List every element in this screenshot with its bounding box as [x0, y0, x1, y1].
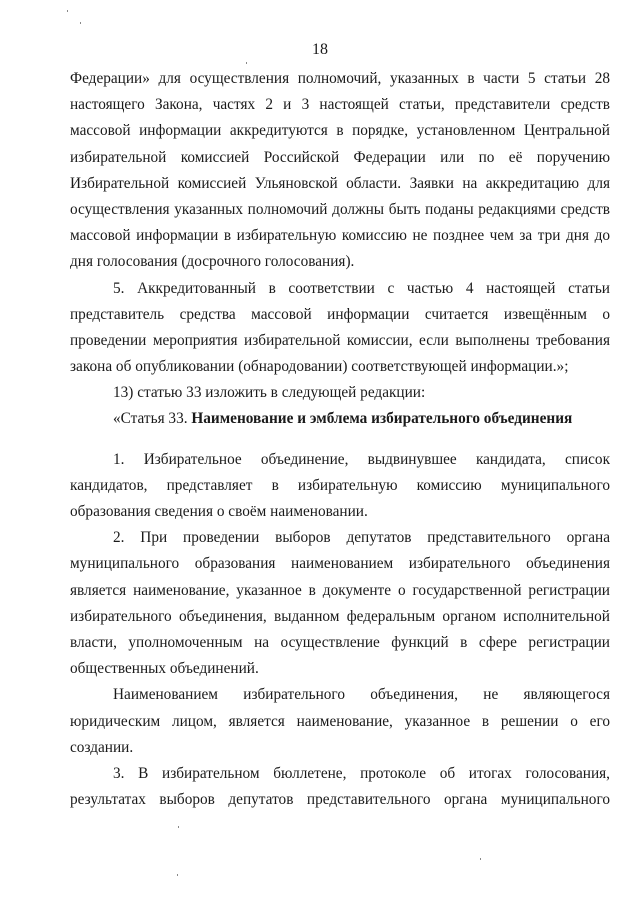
text-line: избирательной комиссией Российской Федерации или по её поручению [70, 148, 610, 166]
text-line: представитель средства массовой информации считается извещённым о [70, 305, 610, 323]
scan-speck [480, 858, 481, 860]
text-line: образования сведения о своём наименовании. [70, 503, 368, 520]
scan-speck [178, 826, 179, 828]
text-line: 13) статью 33 изложить в следующей редакции: [113, 384, 426, 402]
scan-speck [67, 10, 68, 12]
text-line: массовой информации аккредитуются в порядке, установленном Центральной [70, 122, 610, 140]
scan-speck [80, 22, 81, 24]
text-line: 5. Аккредитованный в соответствии с частью 4 настоящей статьи [113, 279, 610, 297]
text-line: создании. [70, 738, 134, 756]
text-line: муниципального образования наименованием избирательного объединения [70, 555, 610, 573]
text-line: закона об опубликовании (обнародовании) соответствующей информации.»; [70, 358, 569, 376]
text-line: 1. Избирательное объединение, выдвинувшее кандидата, список [113, 450, 610, 468]
text-line: настоящего Закона, частях 2 и 3 настоящей статьи, представители средств [70, 96, 610, 114]
text-line: власти, уполномоченным на осуществление функций в сфере регистрации [70, 633, 610, 651]
text-line: Наименованием избирательного объединения, не являющегося [113, 686, 610, 704]
text-line: общественных объединений. [70, 660, 259, 678]
scan-speck [246, 62, 247, 64]
text-line: проведении мероприятия избирательной комиссии, если выполнены требования [70, 331, 610, 349]
article-heading [70, 406, 610, 432]
text-line: дня голосования (досрочного голосования). [70, 253, 355, 271]
text-line: 2. При проведении выборов депутатов представительного органа [113, 529, 610, 547]
text-line: избирательного объединения, выданном федеральным органом исполнительной [70, 607, 610, 625]
paragraph-gap [70, 433, 610, 447]
article-heading-title: Наименование и эмблема избирательного объединения [191, 410, 573, 428]
text-line: Избирательной комиссией Ульяновской области. Заявки на аккредитацию для [70, 174, 610, 192]
text-line: является наименование, указанное в документе о государственной регистрации [70, 581, 610, 599]
document-body [70, 66, 610, 813]
text-line: юридическим лицом, является наименование, указанное в решении о его [70, 712, 610, 730]
text-line: кандидатов, представляет в избирательную комиссию муниципального [70, 476, 610, 494]
text-line: массовой информации в избирательную комиссию не позднее чем за три дня до [70, 227, 610, 245]
text-line: результатах выборов депутатов представительного органа муниципального [70, 791, 610, 809]
page-number: 18 [312, 41, 328, 58]
article-heading-prefix: «Статья 33. [113, 410, 192, 428]
text-line: осуществления указанных полномочий должны быть поданы редакциями средств [70, 200, 610, 218]
text-line: 3. В избирательном бюллетене, протоколе об итогах голосования, [113, 764, 610, 782]
scan-speck [177, 874, 178, 876]
text-line: Федерации» для осуществления полномочий, указанных в части 5 статьи 28 [70, 70, 610, 87]
